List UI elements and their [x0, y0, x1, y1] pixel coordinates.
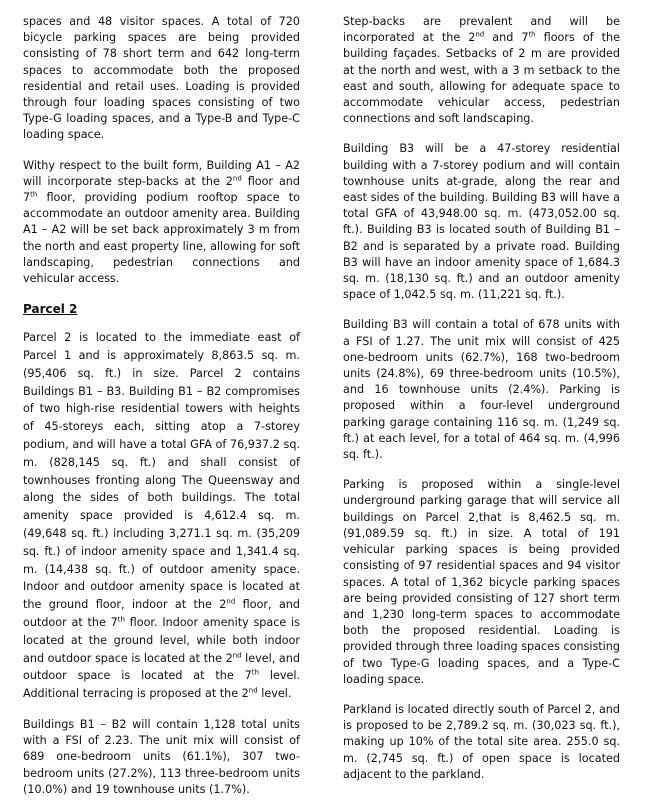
superscript: nd	[232, 174, 242, 183]
paragraph-built-form-a1-a2	[23, 158, 300, 288]
text-span: level. Additional terracing is proposed at the 2	[23, 669, 301, 701]
text-span: floor. Indoor amenity space is located at the ground level, while both indoor and outdoor space is located at the 2	[23, 616, 300, 665]
paragraph-parcel-2-description	[23, 329, 300, 703]
text-span: level, and outdoor space is located at the 7	[23, 651, 300, 683]
superscript: th	[251, 668, 259, 677]
text-span: Step-backs are prevalent and will be incorporated at the 2	[343, 15, 620, 45]
paragraph-parcel-2-parking: Parking is proposed within a single-level underground parking garage that will service all buildings on Parcel 2,that is 8,462.5 sq. m. (91,089.59 sq. ft.) in size. A total of 191 vehicular parking spaces is being provided consisting of 97 residential spaces and 94 visitor spaces. A total of 1,362 bicycle parking spaces are being provided consisting of 127 short term and 1,230 long-term spaces to accommodate both the proposed residential. Loading is provided through three loading spaces consisting of two Type-G loading spaces, and a Type-C loading space.	[343, 478, 620, 686]
paragraph-parkland: Parkland is located directly south of Parcel 2, and is proposed to be 2,789.2 sq. m. (30,023 sq. ft.), making up 10% of the total site area. 255.0 sq. m. (2,745 sq. ft.) of open space is located adjacent to the parkland.	[343, 702, 620, 781]
text-span: Parcel 2 is located to the immediate east of Parcel 1 and is approximately 8,863.5 sq. m. (95,406 sq. ft.) in size. Parcel 2 contains Buildings B1 – B3. Building B1 – B2 compromises of two high-rise residential towers with heights of 45-storeys each, sitting atop a 7-storey podium, and will have a total GFA of 76,937.2 sq. m. (828,145 sq. ft.) and shall consist of townhouses fronting along The Queensway and along the sides of both buildings. The total amenity space provided is 4,612.4 sq. m. (49,648 sq. ft.) including 3,271.1 sq. m. (35,209 sq. ft.) of indoor amenity space and 1,341.4 sq. m. (14,438 sq. ft.) of outdoor amenity space. Indoor and outdoor amenity space is located at the ground floor, indoor at the 2	[23, 331, 300, 612]
superscript: nd	[226, 597, 236, 606]
text-span: floor, and outdoor at the 7	[23, 598, 300, 629]
text-span: Withy respect to the built form, Building A1 – A2 will incorporate step-backs at the 2	[23, 158, 300, 188]
text-span: and 7	[484, 31, 529, 45]
section-heading-parcel-2: Parcel 2	[23, 302, 78, 317]
paragraph-b1-b2-units: Buildings B1 – B2 will contain 1,128 total units with a FSI of 2.23. The unit mix will consist of 689 one-bedroom units (61.1%), 307 two-bedroom units (27.2%), 113 three-bedroom units (10.0%) and 19 townhouse units (1.7%).	[23, 717, 300, 796]
paragraph-step-backs	[343, 14, 620, 127]
text-span: floor, providing podium rooftop space to accommodate an outdoor amenity area. Building A1 – A2 will be set back approximately 3 m from the north and east property line, allowing for soft landscaping, pedestrian connections and vehicular access.	[23, 191, 300, 286]
paragraph-bicycle-parking: spaces and 48 visitor spaces. A total of 720 bicycle parking spaces are being provided consisting of 78 short term and 642 long-term spaces to accommodate both the proposed residential and retail uses. Loading is provided through four loading spaces consisting of two Type-G loading spaces, and a Type-B and Type-C loading space.	[23, 15, 300, 142]
text-span: level.	[257, 687, 292, 701]
text-span: floors of the building façades. Setbacks of 2 m are provided at the north and west, with a 3 m setback to the east and south, allowing for adequate space to accommodate vehicular access, pedestrian connections and soft landscaping.	[343, 31, 620, 126]
text-span: floor and 7	[23, 174, 300, 205]
paragraph-b3-units-parking: Building B3 will contain a total of 678 units with a FSI of 1.27. The unit mix will consist of 425 one-bedroom units (62.7%), 168 two-bedroom units (24.8%), 69 three-bedroom units (10.5%), and 16 townhouse units (2.4%). Parking is proposed within a four-level underground parking garage containing 116 sq. m. (1,249 sq. ft.) at each level, for a total of 464 sq. m. (4,996 sq. ft.).	[343, 318, 620, 462]
superscript: nd	[475, 30, 485, 39]
superscript: th	[117, 615, 125, 624]
superscript: th	[528, 30, 536, 39]
superscript: nd	[232, 650, 242, 659]
right-column	[343, 14, 620, 797]
paragraph-building-b3: Building B3 will be a 47-storey residential building with a 7-storey podium and will contain townhouse units at-grade, along the rear and east sides of the building. Building B3 will have a total GFA of 43,948.00 sq. m. (473,052.00 sq. ft.). Building B3 is located south of Building B1 – B2 and is separated by a private road. Building B3 will have an indoor amenity space of 1,684.3 sq. m. (18,130 sq. ft.) and an outdoor amenity space of 1,042.5 sq. m. (11,221 sq. ft.).	[343, 142, 620, 302]
left-column	[23, 14, 300, 812]
superscript: nd	[248, 686, 258, 695]
superscript: th	[30, 190, 38, 199]
